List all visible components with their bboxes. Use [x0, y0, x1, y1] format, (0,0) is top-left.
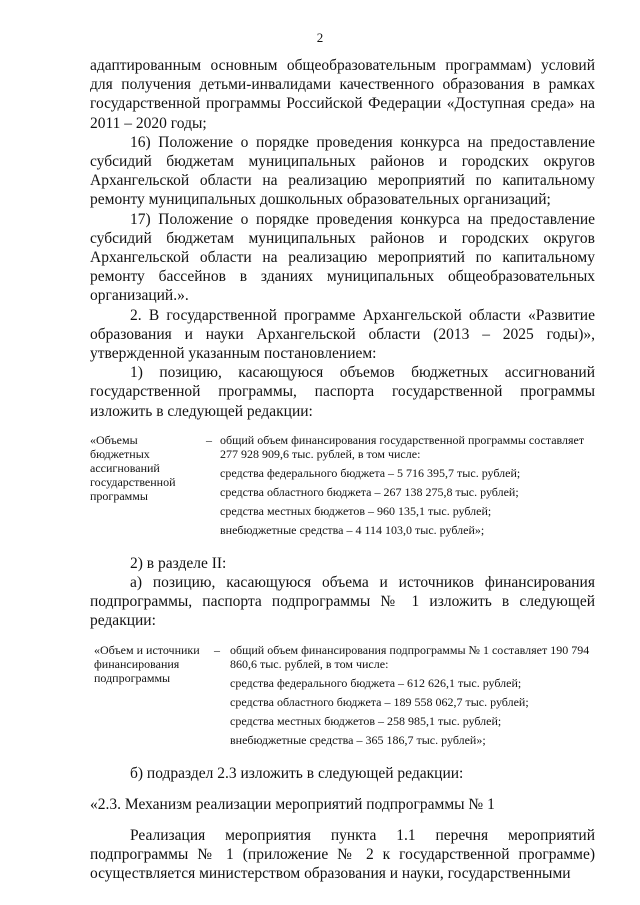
page-number: 2: [316, 30, 324, 45]
section-heading: «2.3. Механизм реализации мероприятий подпрограммы № 1: [90, 795, 495, 813]
passport-left-cell: «Объемы бюджетных ассигнований государственной программы: [90, 432, 176, 503]
passport-line: средства местных бюджетов – 258 985,1 тыс. рублей;: [230, 713, 502, 728]
document-body: [90, 56, 595, 884]
passport-line: общий объем финансирования подпрограммы № 1 составляет 190 794 860,6 тыс. рублей, в том числе:: [230, 642, 590, 671]
passport-line: средства федерального бюджета – 612 626,1 тыс. рублей;: [230, 675, 522, 690]
passport-line: внебюджетные средства – 4 114 103,0 тыс. рублей»;: [220, 522, 485, 537]
paragraph: б) подраздел 2.3 изложить в следующей редакции:: [130, 764, 464, 782]
paragraph: адаптированным основным общеобразовательным программам) условий для получения детьми-инвалидами качественного образования в рамках государственной программы Российской Федерации «Доступная среда» на 2011 – 2020 годы;: [90, 57, 595, 132]
paragraph: Реализация мероприятия пункта 1.1 перечня мероприятий подпрограммы № 1 (приложение № 2 к государственной программе) осуществляется министерством образования и науки, государственными: [90, 827, 595, 883]
dash: –: [214, 642, 220, 657]
passport-right-cell: [230, 643, 592, 752]
passport-line: внебюджетные средства – 365 186,7 тыс. рублей»;: [230, 732, 486, 747]
passport-table-program: [90, 433, 592, 542]
paragraph: 16) Положение о порядке проведения конкурса на предоставление субсидий бюджетам муниципальных районов и городских округов Архангельской области на реализацию мероприятий по капитальному ремонту муниципальных дошкольных образовательных организаций;: [90, 133, 595, 209]
dash: –: [206, 432, 212, 447]
passport-line: общий объем финансирования государственной программы составляет 277 928 909,6 тыс. рублей, в том числе:: [220, 432, 585, 461]
passport-line: средства областного бюджета – 189 558 062,7 тыс. рублей;: [230, 694, 529, 709]
paragraph: а) позицию, касающуюся объема и источников финансирования подпрограммы, паспорта подпрограммы № 1 изложить в следующей редакции:: [90, 574, 595, 630]
passport-line: средства местных бюджетов – 960 135,1 тыс. рублей;: [220, 503, 492, 518]
paragraph: 2) в разделе II:: [130, 554, 227, 572]
passport-left-cell: «Объем и источники финансирования подпрограммы: [94, 642, 200, 685]
passport-right-cell: [220, 433, 592, 542]
passport-line: средства федерального бюджета – 5 716 395,7 тыс. рублей;: [220, 465, 521, 480]
paragraph: 17) Положение о порядке проведения конкурса на предоставление субсидий бюджетам муниципальных районов и городских округов Архангельской области на реализацию мероприятий по капитальному ремонту бассейнов в зданиях муниципальных общеобразовательных организаций.».: [90, 210, 595, 305]
paragraph: 1) позицию, касающуюся объемов бюджетных ассигнований государственной программы, паспорта государственной программы изложить в следующей редакции:: [90, 364, 595, 420]
passport-table-subprogram: [94, 643, 592, 752]
paragraph: 2. В государственной программе Архангельской области «Развитие образования и науки Архангельской области (2013 – 2025 годы)», утвержденной указанным постановлением:: [90, 306, 595, 363]
passport-line: средства областного бюджета – 267 138 275,8 тыс. рублей;: [220, 484, 519, 499]
